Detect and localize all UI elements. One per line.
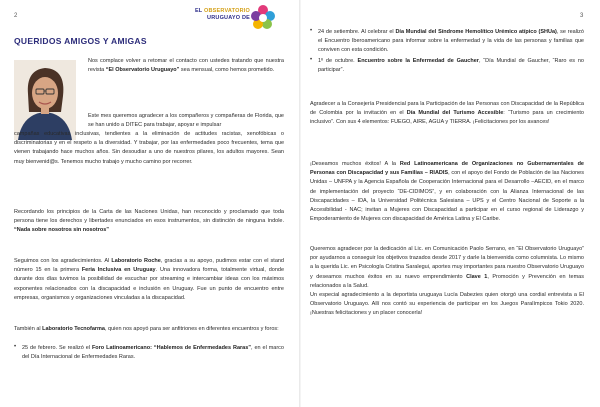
p2-text-b: campañas educativas inclusivas, tendientes a la eliminación de actitudes racistas, xenofóbicas o discriminatorias y en el respeto a la diversidad. Y trabajar, por las enfermedades poco frecuentes, tema que vienen trabajando hace muchos años. Sin desoudiar a uno de nuestros pilares, los adultos mayores. Sean muy bienvenid@s. Tenemos mucho trabajo y mucho camino por recorrer. xyxy=(14,131,284,165)
r2-riadis: Red Latinoamericana de Organizaciones no Gubernamentales de Personas con Discapacidad y sus Familias – RIADIS xyxy=(310,161,584,177)
logo-line1-accent: OBSERVATORIO xyxy=(204,8,250,14)
bullet-1-dot: • xyxy=(14,344,17,350)
bullet-2-dot: • xyxy=(310,28,313,34)
r1-text-c: : “Turismo para un crecimiento inclusivo”. Con sus 4 elementos: FUEGO, AIRE, AGUA y TIERRA. ¡Felicitaciones por los avances! xyxy=(310,110,584,126)
logo-wordmark xyxy=(186,8,250,22)
author-portrait xyxy=(14,60,76,140)
b3-text-c: , “Día Mundial de Gaucher, “Raro es no participar”. xyxy=(318,58,584,74)
p5-tecnofarma: Laboratorio Tecnofarma xyxy=(42,326,105,332)
bullet-3-dot: • xyxy=(310,57,313,63)
r1-tourism-day: Día Mundial del Turismo Accesible xyxy=(406,110,504,117)
p2-text-a: Este mes queremos agradecer a los compañeros y compañeras de Florida, que se han unido a DITEC para trabajar, apoyar e impulsar xyxy=(88,113,284,129)
p5-text-a: También al xyxy=(14,326,43,332)
page-heading: QUERIDOS AMIGOS Y AMIGAS xyxy=(14,36,147,46)
r3-text-c: , Promoción y Prevención en temas relacionados a la Salud. xyxy=(310,273,584,289)
r3-clave: Clave 1 xyxy=(466,273,488,280)
p5-text-c: , quien nos apoyó para ser anfitriones en diferentes encuentros y foros: xyxy=(105,326,279,332)
p4-text-e: . Una innovadora forma, totalmente virtual, donde durante dos días tuvimos la posibilidad de escuchar por streaming e intercambiar ideas con los máximos exponentes relacionados con la discapacidad e inclusión en Uruguay. Fue un punto de encuentro entre empresas, organismos y organizaciones vinculadas a la discapacidad. xyxy=(14,267,285,301)
p1-text-a: Nos complace volver a retomar el contacto con ustedes tratando que nuestra revista xyxy=(88,58,284,74)
page-number-right: 3 xyxy=(580,13,584,19)
p1-text-c: sea mensual, como hemos prometido. xyxy=(179,67,275,74)
b2-text-a: 24 de setiembre. Al celebrar el xyxy=(318,29,396,35)
page-gutter xyxy=(299,0,301,407)
r3-text-a: Queremos agradecer por la dedicación al Lic. en Comunicación Paolo Serrano, en “El Observatorio Uruguayo” por ayudarnos a conseguir los objetivos trazados desde 2017 y darle la bienvenida como columnista. Lo mismo a la querida Lic. en Psicología Cristina Saralegui, aportes muy importantes para nuestro Observatorio Uruguayo y deseamos muchos éxitos en su nuevo emprendimiento xyxy=(310,246,584,280)
p4-text-c: , gracias a su apoyo, pudimos estar con el stand número 15 en la primera xyxy=(14,258,284,274)
tecnofarma-paragraph xyxy=(14,325,284,334)
b2-text-c: , se realizó el Encuentro Iberoamericano para informar sobre la enfermedad y la vida de las personas y familias que conviven con esta condición. xyxy=(318,29,584,54)
florida-paragraph-start xyxy=(88,112,284,130)
thanks-paragraph xyxy=(310,245,584,319)
r1-text-a: Agradecer a la Consejería Presidencial para la Participación de las Personas con Discapacidad de la República de Colombia por la invitación en el xyxy=(310,101,584,117)
p4-fair: Feria Inclusiva en Uruguay xyxy=(81,267,156,274)
p4-text-a: Seguimos con los agradecimientos. Al xyxy=(14,258,112,264)
logo-line1-pre: EL xyxy=(194,8,204,14)
logo-line2: URUGUAYO DE xyxy=(207,15,250,21)
un-charter-paragraph xyxy=(14,208,284,236)
bullet-item-3 xyxy=(318,57,584,75)
b3-text-a: 1º de octubre. xyxy=(318,58,358,64)
p3-text-a: Recordando los principios de la Carta de las Naciones Unidas, han reconocido y proclamado que toda persona tiene los derechos y libertades enunciados en esos instrumentos, sin distinción de ninguna índole. xyxy=(14,209,284,225)
b1-text-a: 25 de febrero. Se realizó el xyxy=(22,345,92,351)
r4-text: Un especial agradecimiento a la deportista uruguaya Lucía Dabezies quien otorgó una cordial entrevista a El Observatorio Uruguayo. Allí nos contó su experiencia de participar en los Juegos Paralímpicos Tokio 2020. ¡Nuestras felicitaciones y un placer conocerla! xyxy=(310,292,584,317)
b1-text-c: , en el marco del Día Internacional de Enfermedades Raras. xyxy=(22,345,284,361)
b1-forum: Foro Latinoamericano: “Hablemos de Enfermedades Raras” xyxy=(91,345,252,351)
p1-magazine-name: “El Observatorio Uruguayo” xyxy=(105,67,180,74)
observatory-flower-logo-icon xyxy=(251,5,275,29)
florida-paragraph-continued xyxy=(14,130,284,167)
colombia-paragraph xyxy=(310,100,584,128)
bullet-item-1 xyxy=(22,344,284,362)
riadis-paragraph xyxy=(310,160,584,224)
bullet-item-2 xyxy=(318,28,584,56)
b2-shua: Día Mundial del Síndrome Hemolítico Urémico atípico (SHUa) xyxy=(395,29,557,35)
intro-paragraph xyxy=(88,57,284,75)
b3-gaucher: Encuentro sobre la Enfermedad de Gaucher xyxy=(357,58,479,64)
r2-text-a: ¡Deseamos muchos éxitos! A la xyxy=(310,161,400,167)
p4-roche: Laboratorio Roche xyxy=(111,258,161,264)
page-number-left: 2 xyxy=(14,13,18,19)
r2-text-c: , con el apoyo del Fondo de Población de las Naciones Unidas – UNFPA y la Agencia Española de Cooperación Internacional para el Desarrollo –AECID, en el marco de implementación del proyecto “DE-CIDIMOS”, y en colaboración con la Alianza Internacional de las Discapacidades – IDA, la Universidad Politécnica Salesiana – UPS y el Centro Nacional de Soporte a la Accesibilidad - NAC; invitan a Mujeres con Discapacidad a participar en el curso regional de Liderazgo y Empoderamiento de Mujeres con discapacidad de América Latina y El Caribe. xyxy=(310,170,584,223)
p3-motto: “Nada sobre nosotros sin nosotros” xyxy=(14,227,110,234)
roche-paragraph xyxy=(14,257,284,303)
